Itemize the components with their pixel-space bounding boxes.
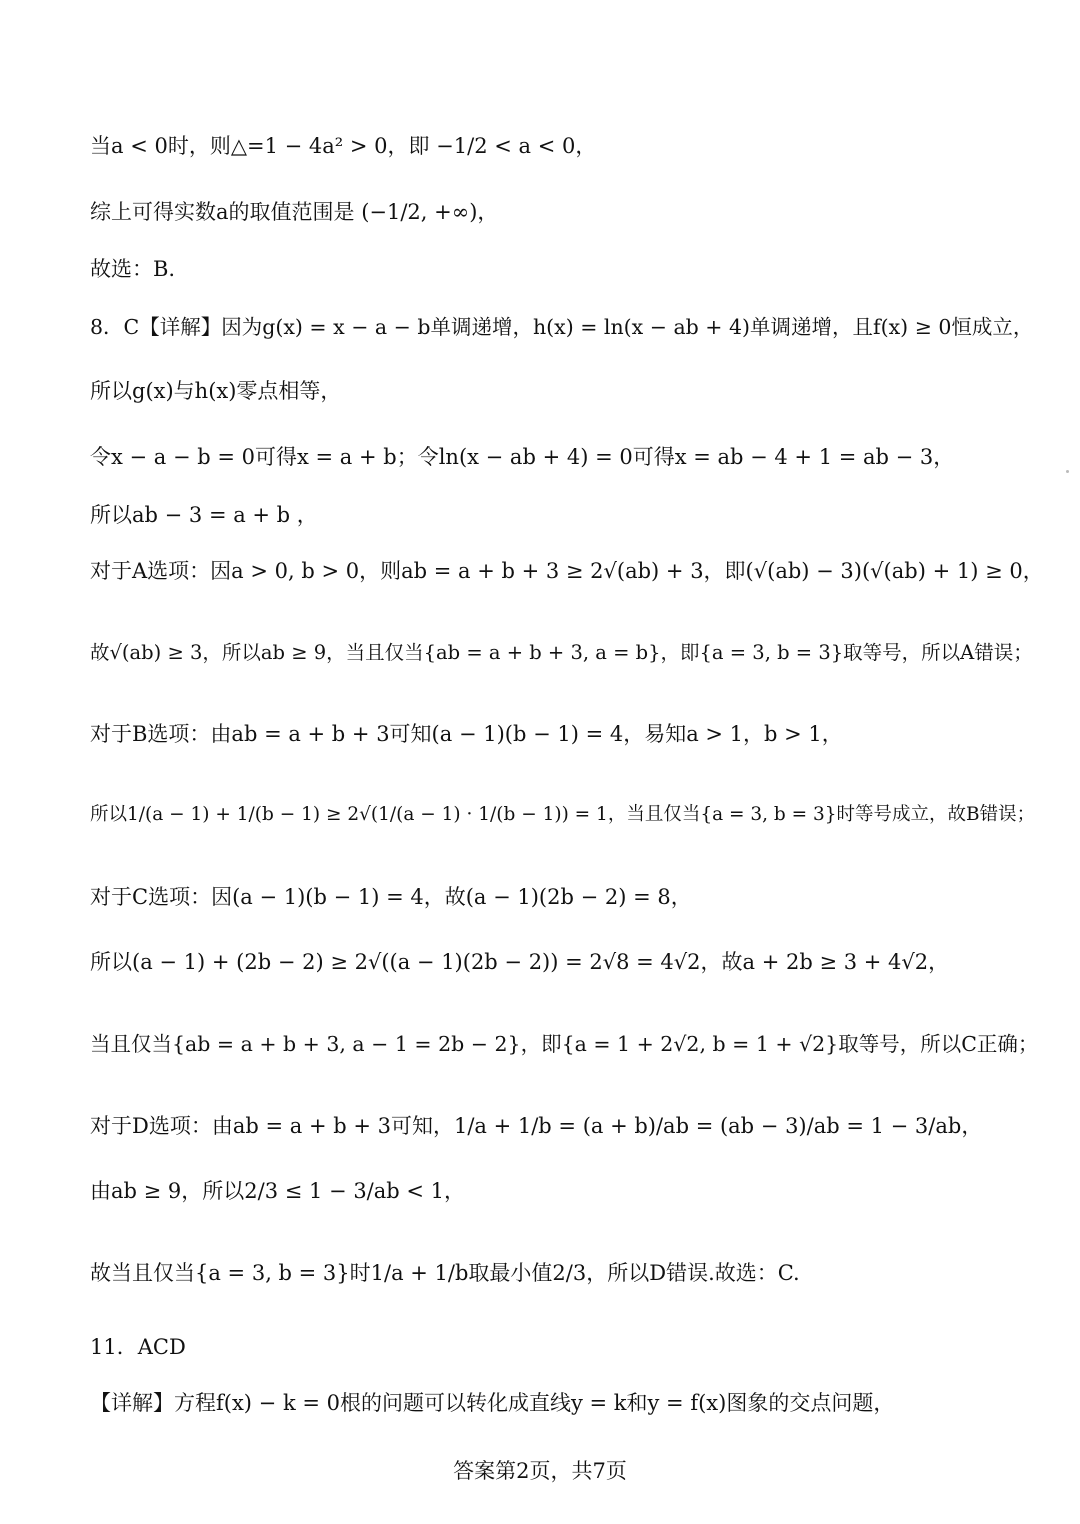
text-line-11: 所以1/(a − 1) + 1/(b − 1) ≥ 2√(1/(a − 1) · 1/(b − 1)) = 1，当且仅当{a = 3, b = 3}时等号成立，故B错误； (90, 804, 1036, 825)
page-footer: 答案第2页，共7页 (453, 1459, 627, 1483)
text-line-6: 令x − a − b = 0可得x = a + b；令ln(x − ab + 4) = 0可得x = ab − 4 + 1 = ab − 3， (90, 445, 955, 469)
text-line-7: 所以ab − 3 = a + b ， (90, 503, 318, 527)
text-line-2: 综上可得实数a的取值范围是 (−1/2, +∞)， (90, 200, 499, 224)
text-line-16: 由ab ≥ 9，所以2/3 ≤ 1 − 3/ab < 1， (90, 1179, 466, 1203)
text-line-18: 11．ACD (90, 1335, 186, 1359)
text-line-8: 对于A选项：因a > 0, b > 0，则ab = a + b + 3 ≥ 2√(ab) + 3，即(√(ab) − 3)(√(ab) + 1) ≥ 0， (90, 559, 1044, 583)
text-line-12: 对于C选项：因(a − 1)(b − 1) = 4，故(a − 1)(2b − 2) = 8， (90, 885, 692, 909)
text-line-3: 故选：B. (90, 257, 176, 281)
text-line-17: 故当且仅当{a = 3, b = 3}时1/a + 1/b取最小值2/3，所以D错误.故选：C. (90, 1261, 800, 1285)
text-line-9: 故√(ab) ≥ 3，所以ab ≥ 9，当且仅当{ab = a + b + 3, a = b}，即{a = 3, b = 3}取等号，所以A错误； (90, 641, 1033, 664)
text-line-13: 所以(a − 1) + (2b − 2) ≥ 2√((a − 1)(2b − 2)) = 2√8 = 4√2，故a + 2b ≥ 3 + 4√2， (90, 950, 950, 974)
scan-speck (1066, 470, 1069, 473)
text-line-19: 【详解】方程f(x) − k = 0根的问题可以转化成直线y = k和y = f(x)图象的交点问题， (90, 1391, 895, 1415)
text-line-15: 对于D选项：由ab = a + b + 3可知，1/a + 1/b = (a + b)/ab = (ab − 3)/ab = 1 − 3/ab， (90, 1114, 983, 1138)
text-line-1: 当a < 0时，则△=1 − 4a² > 0，即 −1/2 < a < 0， (90, 134, 597, 158)
text-line-14: 当且仅当{ab = a + b + 3, a − 1 = 2b − 2}，即{a = 1 + 2√2, b = 1 + √2}取等号，所以C正确； (90, 1032, 1039, 1056)
text-line-4: 8．C【详解】因为g(x) = x − a − b单调递增，h(x) = ln(x − ab + 4)单调递增，且f(x) ≥ 0恒成立， (90, 315, 1034, 339)
text-line-10: 对于B选项：由ab = a + b + 3可知(a − 1)(b − 1) = 4，易知a > 1，b > 1， (90, 722, 843, 746)
text-line-5: 所以g(x)与h(x)零点相等， (90, 379, 342, 403)
